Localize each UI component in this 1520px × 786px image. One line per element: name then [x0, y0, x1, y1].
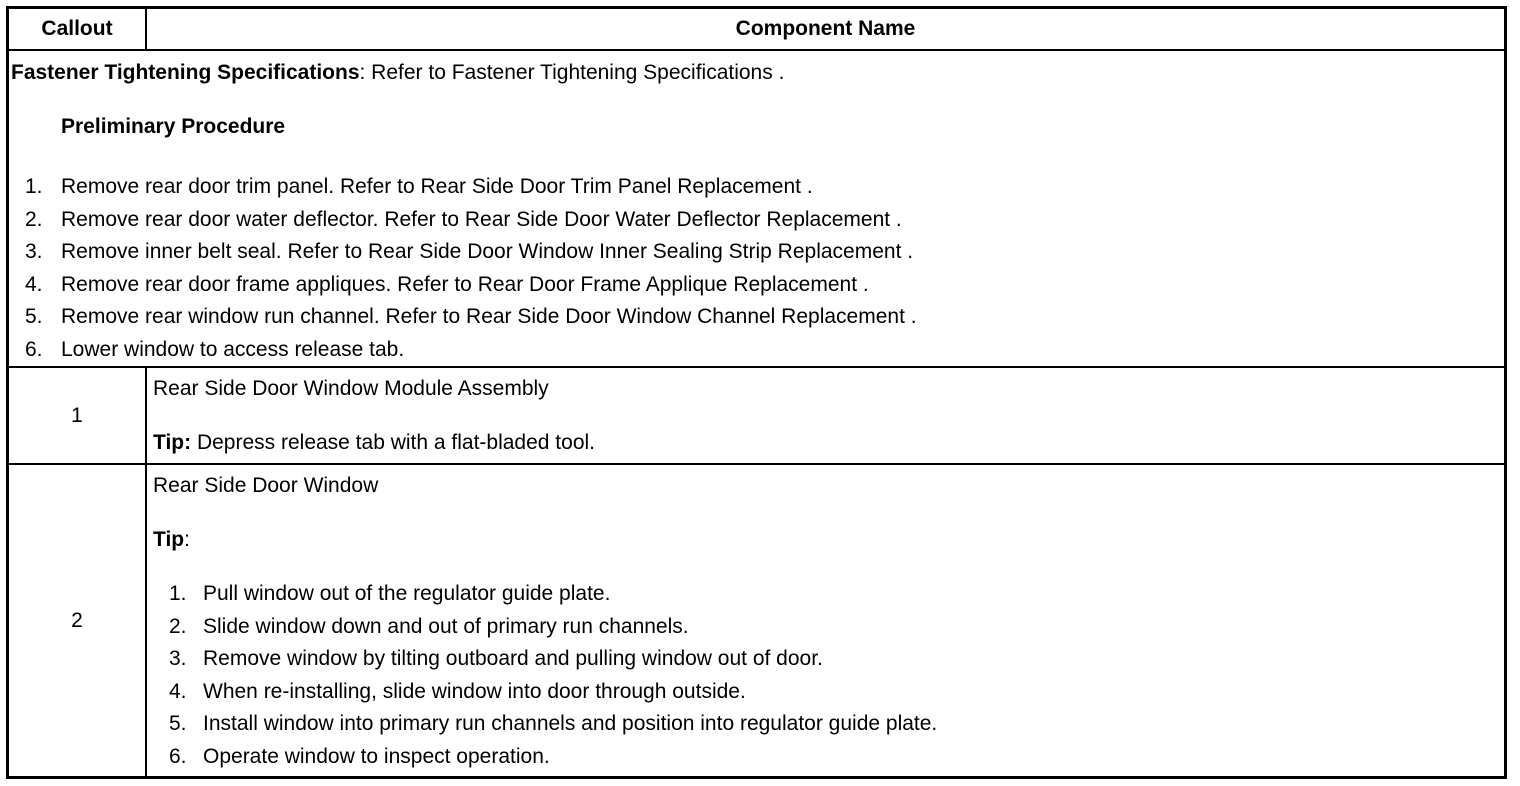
fastener-spec-text: : Refer to Fastener Tightening Specifications .: [359, 61, 785, 84]
step-text: Remove window by tilting outboard and pulling window out of door.: [203, 647, 823, 671]
fastener-spec-label: Fastener Tightening Specifications: [11, 61, 360, 84]
table-row: [9, 368, 1504, 465]
step-text: Install window into primary run channels and position into regulator guide plate.: [203, 712, 938, 736]
tip-line: [153, 431, 595, 455]
list-item: 6. Lower window to access release tab.: [25, 337, 405, 361]
component-name: Rear Side Door Window: [153, 474, 379, 497]
component-cell: [153, 465, 1504, 776]
table-header-row: [9, 9, 1504, 51]
list-item: 1. Remove rear door trim panel. Refer to Rear Side Door Trim Panel Replacement .: [25, 175, 813, 198]
table-row: [9, 465, 1504, 776]
step-text: Remove rear door frame appliques. Refer to Rear Door Frame Applique Replacement .: [61, 272, 869, 296]
procedure-table: [6, 6, 1507, 779]
component-name: Rear Side Door Window Module Assembly: [153, 377, 549, 400]
step-text: Remove rear window run channel. Refer to Rear Side Door Window Channel Replacement .: [61, 305, 917, 329]
tip-text: :: [184, 528, 190, 551]
preliminary-steps-list: [9, 171, 917, 367]
list-item: 4. When re-installing, slide window into door through outside.: [169, 679, 746, 703]
callout-column-header: Callout: [9, 9, 147, 49]
list-item: 1. Pull window out of the regulator guide plate.: [169, 582, 611, 605]
preliminary-procedure-title: Preliminary Procedure: [61, 115, 286, 138]
callout-number: 1: [9, 368, 147, 463]
list-item: 4. Remove rear door frame appliques. Refer to Rear Door Frame Applique Replacement .: [25, 272, 869, 296]
list-item: 5. Remove rear window run channel. Refer to Rear Side Door Window Channel Replacement .: [25, 305, 917, 329]
tip-line: [153, 528, 190, 552]
step-text: Remove rear door trim panel. Refer to Rear Side Door Trim Panel Replacement .: [61, 175, 813, 198]
tip-text: Depress release tab with a flat-bladed tool.: [191, 431, 596, 454]
step-text: Operate window to inspect operation.: [203, 744, 550, 768]
component-name-column-header: Component Name: [735, 17, 916, 40]
general-info-row: [9, 51, 1504, 368]
list-item: 2. Remove rear door water deflector. Refer to Rear Side Door Water Deflector Replacement .: [25, 207, 902, 231]
callout-number: 2: [9, 465, 147, 776]
list-item: 6. Operate window to inspect operation.: [169, 744, 550, 768]
fastener-spec-line: [11, 61, 784, 85]
component-cell: [153, 368, 1504, 463]
step-text: Slide window down and out of primary run channels.: [203, 614, 689, 638]
step-text: When re-installing, slide window into door through outside.: [203, 679, 746, 703]
list-item: 2. Slide window down and out of primary run channels.: [169, 614, 689, 638]
step-text: Lower window to access release tab.: [61, 337, 405, 361]
step-text: Remove inner belt seal. Refer to Rear Side Door Window Inner Sealing Strip Replacement .: [61, 240, 914, 264]
tip-label: Tip:: [153, 431, 192, 454]
tip-label: Tip: [153, 528, 185, 551]
list-item: 5. Install window into primary run channels and position into regulator guide plate.: [169, 712, 938, 736]
step-text: Pull window out of the regulator guide plate.: [203, 582, 611, 605]
list-item: 3. Remove window by tilting outboard and pulling window out of door.: [169, 647, 823, 671]
step-text: Remove rear door water deflector. Refer to Rear Side Door Water Deflector Replacement .: [61, 207, 902, 231]
list-item: 3. Remove inner belt seal. Refer to Rear Side Door Window Inner Sealing Strip Replacement .: [25, 240, 914, 264]
window-steps-list: [153, 578, 937, 774]
